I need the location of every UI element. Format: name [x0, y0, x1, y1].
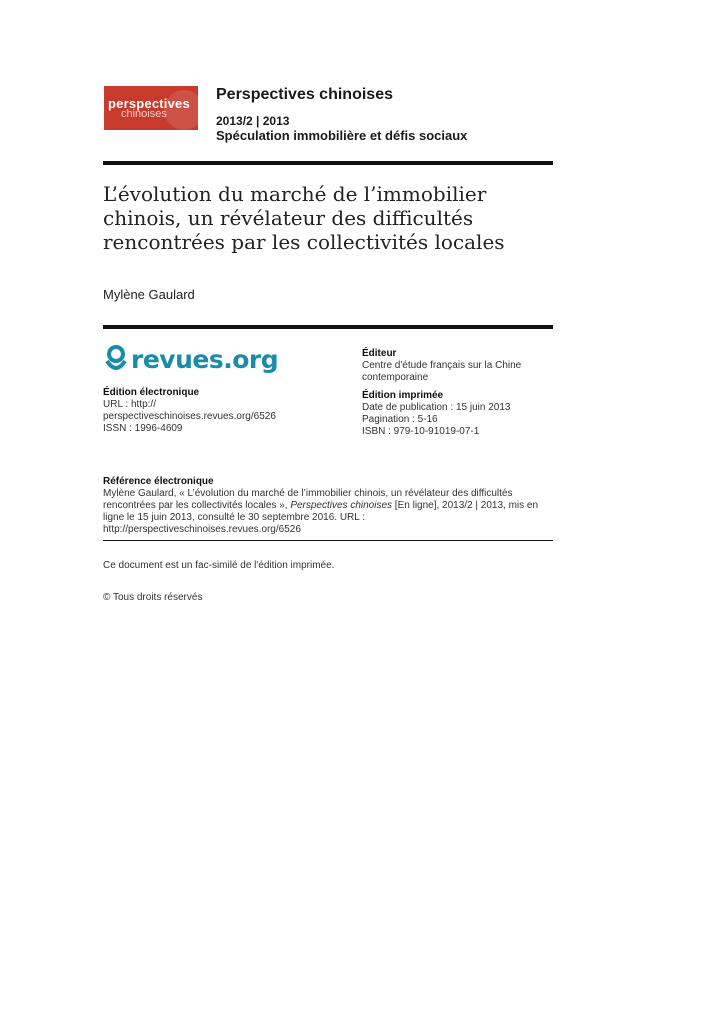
rights-note: © Tous droits réservés [103, 592, 203, 603]
editor-line2: contemporaine [362, 372, 429, 383]
reference-journal: Perspectives chinoises [290, 500, 393, 511]
electronic-reference [103, 476, 553, 536]
revues-flower-icon [104, 345, 128, 373]
middle-rule [103, 325, 553, 329]
reference-heading: Référence électronique [103, 476, 214, 487]
facsimile-note: Ce document est un fac-similé de l'édition imprimée. [103, 560, 335, 571]
journal-logo [104, 86, 198, 130]
url-link[interactable]: perspectiveschinoises.revues.org/6526 [103, 411, 276, 422]
electronic-edition [103, 387, 333, 435]
bottom-rule [103, 540, 553, 541]
logo-line2: chinoises [121, 108, 167, 120]
editor-line1: Centre d'étude français sur la Chine [362, 360, 522, 371]
reference-part2: [En ligne], 2013/2 | 2013, mis en ligne le 15 juin 2013, consulté le 30 septembre 2016. URL : http://perspectiveschinoises.revues.org/6526 [103, 500, 539, 535]
issue-theme: Spéculation immobilière et défis sociaux [216, 128, 468, 143]
isbn: ISBN : 979-10-91019-07-1 [362, 426, 480, 437]
article-author: Mylène Gaulard [103, 287, 195, 302]
issue-number: 2013/2 | 2013 [216, 114, 290, 128]
electronic-edition-heading: Édition électronique [103, 387, 200, 398]
issn: ISSN : 1996-4609 [103, 423, 183, 434]
reference-part1: Mylène Gaulard, « L’évolution du marché de l’immobilier chinois, un révélateur des difficultés rencontrées par les collectivités locales », [103, 488, 513, 511]
reference-text [103, 488, 553, 536]
logo-line1: perspectives [108, 96, 190, 111]
publisher-info [362, 348, 562, 438]
publication-date: Date de publication : 15 juin 2013 [362, 402, 511, 413]
revues-logo[interactable] [104, 344, 278, 374]
pagination: Pagination : 5-16 [362, 414, 438, 425]
journal-name: Perspectives chinoises [216, 86, 393, 103]
revues-logo-text: revues.org [131, 344, 279, 374]
url-label: URL : http:// [103, 399, 156, 410]
article-title: L’évolution du marché de l’immobilier chinois, un révélateur des difficultés rencontrées par les collectivités locales [103, 182, 505, 254]
top-rule [103, 161, 553, 165]
editor-heading: Éditeur [362, 348, 397, 359]
print-edition-heading: Édition imprimée [362, 390, 444, 401]
